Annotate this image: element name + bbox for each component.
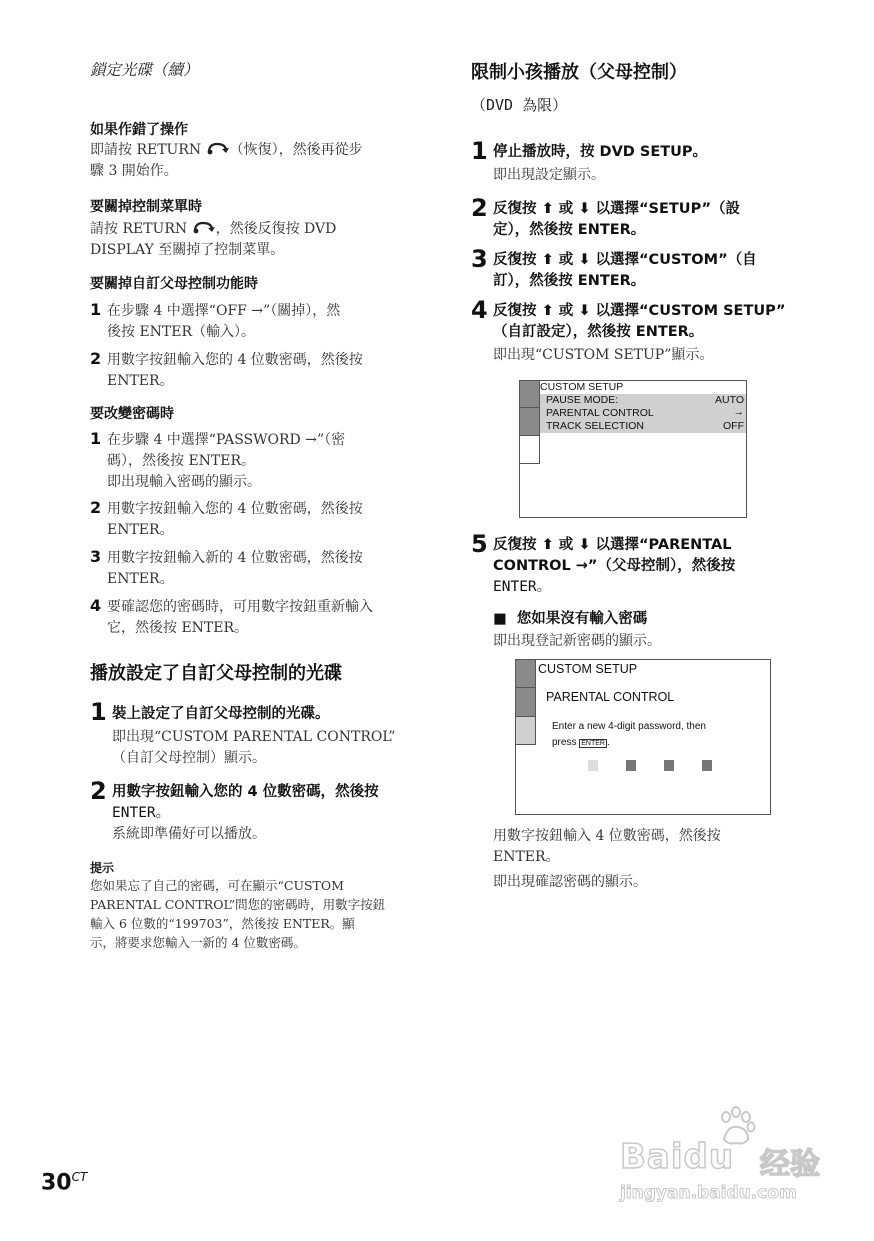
play-step-1-bold: 裝上設定了自訂父母控制的光碟。: [112, 706, 330, 722]
turn-off-step-2: 用數字按鈕輸入您的 4 位數密碼，然後按 ENTER。: [107, 352, 363, 389]
mistake-heading: 如果作錯了操作: [90, 122, 188, 138]
down-arrow-icon: ⬇: [578, 537, 591, 553]
setup-step-3-bold: 反復按 ⬆ 或 ⬇ 以選擇“CUSTOM”（自 訂），然後按 ENTER。: [493, 252, 757, 289]
down-arrow-icon: ⬇: [578, 252, 591, 268]
play-step-2-bold: 用數字按鈕輸入您的 4 位數密碼，然後按 ENTER。: [112, 784, 379, 821]
setup-step-1-text: 即出現設定顯示。: [493, 167, 605, 183]
menu-value: →: [733, 406, 744, 418]
step-number: 2: [90, 349, 102, 368]
return-icon: [192, 221, 216, 237]
screen-subtitle: PARENTAL CONTROL: [546, 690, 675, 704]
step-number: 2: [90, 498, 102, 517]
setup-step-2-bold: 反復按 ⬆ 或 ⬇ 以選擇“SETUP”（設 定），然後按 ENTER。: [493, 201, 741, 238]
enter-key-icon: ENTER: [581, 740, 605, 747]
step-number: 1: [90, 300, 102, 319]
bullet-icon: ■: [493, 611, 507, 627]
step-number: 2: [471, 194, 488, 222]
play-section-heading: 播放設定了自訂父母控制的光碟: [90, 663, 342, 684]
play-step-2-text: 系統即準備好可以播放。: [112, 826, 266, 842]
watermark-brand: Baidu: [620, 1137, 735, 1177]
step-number: 1: [90, 429, 102, 448]
screen-title: CUSTOM SETUP: [540, 381, 624, 393]
after-screen-text: 用數字按鈕輸入 4 位數密碼，然後按 ENTER。: [493, 828, 721, 865]
return-icon: [206, 142, 230, 158]
custom-setup-screen: [519, 380, 747, 518]
step-number: 3: [90, 547, 102, 566]
down-arrow-icon: ⬇: [578, 303, 591, 319]
step-number: 1: [90, 698, 107, 726]
up-arrow-icon: ⬆: [541, 303, 554, 319]
step-number: 5: [471, 530, 488, 558]
password-digit-box: [702, 760, 712, 771]
screen-tab: [520, 436, 540, 464]
hint-text: 您如果忘了自己的密碼，可在顯示“CUSTOM PARENTAL CONTROL”問您的密碼時，用數字按鈕 輸入 6 位數的“199703”，然後按 ENTER。顯 示，將要求您輸入一新的 4 位數密碼。: [90, 878, 386, 950]
watermark-url: jingyan.baidu.com: [620, 1183, 797, 1203]
mistake-text: 即請按 RETURN （恢復），然後再從步 驟 3 開始作。: [90, 142, 363, 179]
screen-tab: [516, 660, 536, 688]
up-arrow-icon: ⬆: [541, 252, 554, 268]
close-menu-text: 請按 RETURN ，然後反復按 DVD DISPLAY 至關掉了控制菜單。: [90, 221, 337, 258]
close-menu-heading: 要關掉控制菜單時: [90, 199, 202, 215]
turn-off-step-1: 在步驟 4 中選擇“OFF →”（關掉），然 後按 ENTER（輸入）。: [107, 303, 341, 340]
change-pw-step-3: 用數字按鈕輸入新的 4 位數密碼，然後按 ENTER。: [107, 550, 363, 587]
step-number: 2: [90, 777, 107, 805]
password-prompt: Enter a new 4-digit password, then press ENTER .: [552, 721, 706, 748]
setup-step-4-bold: 反復按 ⬆ 或 ⬇ 以選擇“CUSTOM SETUP” （自訂設定），然後按 ENTER。: [493, 303, 786, 340]
no-password-text: 即出現登記新密碼的顯示。: [493, 633, 661, 649]
password-digit-box: [588, 760, 598, 771]
confirm-text: 即出現確認密碼的顯示。: [493, 874, 647, 890]
up-arrow-icon: ⬆: [541, 201, 554, 217]
watermark-chinese: 经验: [760, 1147, 820, 1182]
screen-tab: [516, 717, 536, 745]
screen-tab: [516, 688, 536, 717]
screen-tab: [520, 408, 540, 436]
screen-title: CUSTOM SETUP: [538, 662, 638, 676]
step-number: 4: [90, 596, 102, 615]
menu-value: AUTO: [715, 394, 744, 406]
continued-title: 鎖定光碟（續）: [90, 61, 199, 79]
change-pw-step-4: 要確認您的密碼時，可用數字按鈕重新輸入 它，然後按 ENTER。: [107, 599, 373, 636]
setup-step-5-bold: 反復按 ⬆ 或 ⬇ 以選擇“PARENTAL CONTROL →”（父母控制），然後按 ENTER。: [493, 537, 736, 595]
menu-label[interactable]: PARENTAL CONTROL: [546, 407, 654, 419]
baidu-watermark: [620, 1105, 835, 1205]
setup-step-4-text: 即出現“CUSTOM SETUP”顯示。: [493, 347, 714, 363]
step-number: 1: [471, 137, 488, 165]
change-password-heading: 要改變密碼時: [90, 406, 174, 422]
password-digit-box: [664, 760, 674, 771]
new-password-screen: [515, 659, 771, 815]
screen-tab: [520, 381, 540, 408]
page-number: $30^{CT}$: [41, 1170, 88, 1196]
down-arrow-icon: ⬇: [578, 201, 591, 217]
turn-off-heading: 要關掉自訂父母控制功能時: [90, 276, 258, 292]
menu-label[interactable]: TRACK SELECTION: [546, 420, 645, 432]
play-step-1-text: 即出現“CUSTOM PARENTAL CONTROL” （自訂父母控制）顯示。: [112, 729, 396, 766]
no-password-heading: ■ 您如果沒有輸入密碼: [493, 611, 648, 627]
password-digit-box: [626, 760, 636, 771]
page-subtitle: （DVD 為限）: [471, 96, 568, 114]
menu-label[interactable]: PAUSE MODE:: [546, 394, 619, 406]
change-pw-step-1: 在步驟 4 中選擇“PASSWORD →”（密 碼），然後按 ENTER。 即出現輸入密碼的顯示。: [107, 432, 346, 490]
step-number: 3: [471, 245, 488, 273]
setup-step-1-bold: 停止播放時，按 DVD SETUP。: [493, 144, 708, 160]
change-pw-step-2: 用數字按鈕輸入您的 4 位數密碼，然後按 ENTER。: [107, 501, 363, 538]
hint-heading: 提示: [90, 861, 115, 875]
up-arrow-icon: ⬆: [541, 537, 554, 553]
page-title: 限制小孩播放（父母控制）: [471, 62, 687, 83]
step-number: 4: [471, 296, 488, 324]
menu-value: OFF: [723, 420, 744, 432]
